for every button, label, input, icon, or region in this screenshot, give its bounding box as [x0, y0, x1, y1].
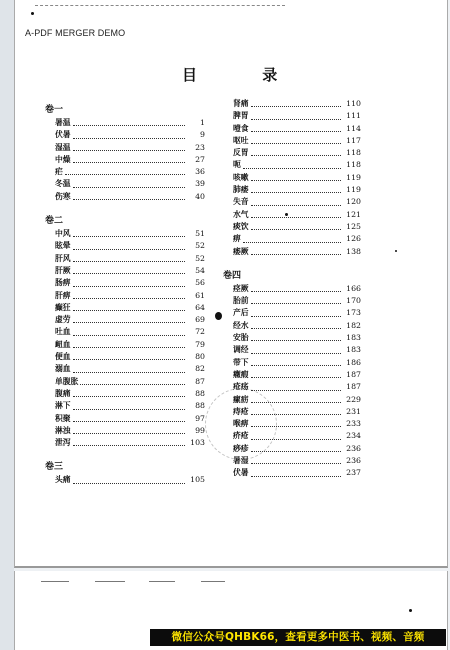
- toc-entry-title: 水气: [233, 209, 249, 219]
- toc-entry-title: 安胎: [233, 333, 249, 343]
- toc-entry-title: 痹: [233, 234, 241, 244]
- toc-entry-title: 积聚: [55, 413, 71, 423]
- dot-leader: [251, 377, 341, 378]
- toc-entry[interactable]: [45, 178, 205, 190]
- toc-entry-title: 肠痹: [55, 278, 71, 288]
- toc-entry[interactable]: [45, 413, 205, 425]
- toc-entry-title: 产后: [233, 308, 249, 318]
- dot-leader: [251, 155, 341, 156]
- toc-entry-title: 失音: [233, 197, 249, 207]
- dot-leader: [251, 328, 341, 329]
- toc-entry[interactable]: [45, 240, 205, 252]
- toc-entry-page: 114: [346, 123, 361, 133]
- toc-entry[interactable]: [223, 221, 361, 233]
- toc-entry[interactable]: [45, 117, 205, 129]
- toc-entry[interactable]: [45, 191, 205, 203]
- dot-leader: [251, 106, 341, 107]
- toc-entry[interactable]: [45, 425, 205, 437]
- toc-entry-page: 9: [200, 130, 205, 140]
- dot-leader: [251, 451, 341, 452]
- dot-leader: [73, 322, 185, 323]
- toc-entry-title: 肺痿: [233, 185, 249, 195]
- toc-entry-title: 肝痹: [55, 290, 71, 300]
- rule-line: [149, 581, 175, 582]
- dot-leader: [73, 261, 185, 262]
- toc-entry[interactable]: [45, 339, 205, 351]
- dot-leader: [73, 483, 185, 484]
- toc-entry-page: 119: [346, 185, 361, 195]
- toc-entry-title: 呃: [233, 160, 241, 170]
- toc-entry-title: 眩晕: [55, 241, 71, 251]
- toc-entry-title: 中风: [55, 229, 71, 239]
- toc-entry-title: 调经: [233, 345, 249, 355]
- dot-leader: [251, 463, 341, 464]
- toc-entry-page: 110: [346, 99, 361, 108]
- ink-speck: [31, 12, 34, 15]
- toc-entry-title: 肝厥: [55, 265, 71, 275]
- toc-entry-page: 88: [195, 401, 205, 411]
- toc-entry-page: 186: [346, 357, 361, 367]
- dot-leader: [80, 384, 185, 385]
- dot-leader: [73, 125, 185, 126]
- dot-leader: [251, 353, 341, 354]
- volume-heading: 卷三: [45, 462, 64, 473]
- dot-leader: [73, 162, 185, 163]
- toc-entry-title: 疮疡: [233, 382, 249, 392]
- toc-entry[interactable]: [223, 233, 361, 245]
- dot-leader: [73, 187, 185, 188]
- toc-entry-page: 182: [346, 320, 361, 330]
- toc-entry[interactable]: [223, 455, 361, 467]
- toc-entry-title: 癫狂: [55, 302, 71, 312]
- toc-entry[interactable]: [45, 228, 205, 240]
- toc-entry[interactable]: [223, 246, 361, 258]
- toc-entry[interactable]: [45, 326, 205, 338]
- toc-entry-title: 癥瘕: [233, 369, 249, 379]
- dot-leader: [73, 409, 185, 410]
- toc-column-left: [45, 102, 205, 487]
- dot-leader: [73, 335, 185, 336]
- toc-entry[interactable]: [45, 400, 205, 412]
- toc-entry-page: 61: [195, 290, 205, 300]
- toc-entry[interactable]: [45, 129, 205, 141]
- toc-entry-page: 183: [346, 345, 361, 355]
- toc-entry-page: 120: [346, 197, 361, 207]
- toc-entry-title: 淋下: [55, 401, 71, 411]
- toc-entry-page: 80: [195, 352, 205, 362]
- dot-leader: [251, 291, 341, 292]
- toc-entry[interactable]: [223, 332, 361, 344]
- dot-leader: [243, 168, 341, 169]
- toc-entry-page: 52: [195, 241, 205, 251]
- toc-entry[interactable]: [45, 363, 205, 375]
- promo-banner: 微信公众号QHBK66，查看更多中医书、视频、音频: [150, 629, 446, 646]
- toc-entry-page: 126: [346, 234, 361, 244]
- dot-leader: [73, 421, 185, 422]
- toc-entry-title: 吐血: [55, 327, 71, 337]
- toc-entry-page: 36: [195, 167, 205, 177]
- toc-entry[interactable]: [223, 406, 361, 418]
- toc-entry-title: 暑温: [55, 118, 71, 127]
- toc-entry-title: 便血: [55, 352, 71, 362]
- toc-entry-title: 肝风: [55, 253, 71, 263]
- toc-entry-page: 39: [195, 179, 205, 189]
- dot-leader: [251, 316, 341, 317]
- toc-entry[interactable]: [45, 142, 205, 154]
- dot-leader: [251, 143, 341, 144]
- toc-entry-page: 170: [346, 296, 361, 306]
- toc-entry-title: 带下: [233, 357, 249, 367]
- toc-entry-title: 头痛: [55, 475, 71, 485]
- toc-entry-page: 40: [195, 191, 205, 201]
- dot-leader: [251, 119, 341, 120]
- toc-entry-page: 69: [195, 315, 205, 325]
- dot-leader: [73, 445, 185, 446]
- toc-entry-title: 暑湿: [233, 456, 249, 466]
- dot-leader: [73, 359, 185, 360]
- toc-entry-page: 183: [346, 333, 361, 343]
- volume-heading: 卷四: [223, 270, 242, 281]
- toc-entry-title: 中燥: [55, 154, 71, 164]
- toc-entry[interactable]: [223, 394, 361, 406]
- toc-entry[interactable]: [223, 147, 361, 159]
- toc-entry[interactable]: [223, 320, 361, 332]
- toc-entry-page: 103: [190, 438, 205, 448]
- toc-entry-title: 痔疮: [233, 406, 249, 416]
- toc-entry[interactable]: [223, 307, 361, 319]
- dot-leader: [73, 372, 185, 373]
- toc-entry-page: 111: [346, 111, 361, 121]
- toc-entry-title: 淋浊: [55, 425, 71, 435]
- toc-entry-title: 瘰疬: [233, 394, 249, 404]
- toc-entry[interactable]: [45, 302, 205, 314]
- toc-entry[interactable]: [223, 369, 361, 381]
- toc-entry[interactable]: [223, 209, 361, 221]
- toc-entry-title: 呕吐: [233, 135, 249, 145]
- toc-entry-page: 119: [346, 172, 361, 182]
- toc-entry-title: 痰饮: [233, 221, 249, 231]
- toc-entry[interactable]: [45, 154, 205, 166]
- toc-entry-page: 233: [346, 419, 361, 429]
- dot-leader: [73, 199, 185, 200]
- toc-entry-page: 118: [346, 160, 361, 170]
- volume-heading: 卷一: [45, 105, 64, 115]
- dot-leader: [73, 286, 185, 287]
- toc-entry-page: 187: [346, 369, 361, 379]
- toc-entry-title: 腹痛: [55, 388, 71, 398]
- toc-entry-title: 泄泻: [55, 438, 71, 448]
- volume-heading: 卷二: [45, 216, 64, 227]
- toc-entry[interactable]: [223, 418, 361, 430]
- toc-entry[interactable]: [223, 123, 361, 135]
- toc-entry-page: 27: [195, 154, 205, 164]
- toc-entry-page: 237: [346, 468, 361, 478]
- toc-entry-title: 痿厥: [233, 246, 249, 256]
- toc-entry[interactable]: [45, 265, 205, 277]
- ink-speck: [215, 312, 222, 320]
- dot-leader: [251, 426, 341, 427]
- page-title: 目 录: [182, 66, 308, 84]
- dot-leader: [251, 131, 341, 132]
- toc-entry-title: 疥疮: [233, 431, 249, 441]
- toc-entry-page: 117: [346, 135, 361, 145]
- toc-entry-page: 236: [346, 456, 361, 466]
- toc-entry-page: 97: [195, 413, 205, 423]
- dot-leader: [243, 242, 341, 243]
- toc-entry-title: 痧疹: [233, 443, 249, 453]
- toc-entry[interactable]: [223, 184, 361, 196]
- toc-entry[interactable]: [223, 196, 361, 208]
- toc-entry-title: 虚劳: [55, 315, 71, 325]
- toc-entry[interactable]: [223, 430, 361, 442]
- toc-entry[interactable]: [45, 277, 205, 289]
- toc-entry[interactable]: [223, 98, 361, 110]
- toc-entry-page: 87: [195, 376, 205, 386]
- toc-entry-title: 冬温: [55, 179, 71, 189]
- rule-line: [201, 581, 225, 582]
- toc-entry[interactable]: [45, 290, 205, 302]
- toc-entry-page: 1: [200, 118, 205, 127]
- toc-entry[interactable]: [45, 437, 205, 449]
- toc-entry-page: 138: [346, 246, 361, 256]
- toc-entry-page: 187: [346, 382, 361, 392]
- toc-entry[interactable]: [223, 159, 361, 171]
- toc-column-right: [223, 98, 361, 480]
- toc-entry-page: 56: [195, 278, 205, 288]
- dot-leader: [251, 303, 341, 304]
- toc-entry-title: 肾痛: [233, 99, 249, 108]
- dot-leader: [251, 229, 341, 230]
- toc-entry-page: 105: [190, 475, 205, 485]
- toc-entry-page: 54: [195, 265, 205, 275]
- toc-entry-title: 反胃: [233, 148, 249, 158]
- toc-entry-title: 胎前: [233, 296, 249, 306]
- toc-entry-page: 72: [195, 327, 205, 337]
- viewer-left-strip: [0, 0, 14, 650]
- dot-leader: [251, 254, 341, 255]
- toc-entry[interactable]: [223, 344, 361, 356]
- page-top-dashes: [35, 5, 285, 6]
- toc-entry-page: 99: [195, 425, 205, 435]
- dot-leader: [251, 180, 341, 181]
- toc-entry-title: 经水: [233, 320, 249, 330]
- toc-entry-title: 溺血: [55, 364, 71, 374]
- dot-leader: [73, 236, 185, 237]
- watermark-label: A-PDF MERGER DEMO: [25, 28, 126, 38]
- toc-entry-title: 痉厥: [233, 283, 249, 293]
- toc-entry-page: 118: [346, 148, 361, 158]
- toc-entry-page: 234: [346, 431, 361, 441]
- ink-speck: [395, 250, 397, 252]
- toc-entry[interactable]: [45, 376, 205, 388]
- toc-entry-page: 64: [195, 302, 205, 312]
- toc-entry-title: 伏暑: [55, 130, 71, 140]
- toc-entry-page: 82: [195, 364, 205, 374]
- dot-leader: [73, 150, 185, 151]
- toc-entry[interactable]: [223, 357, 361, 369]
- toc-entry-title: 单腹胀: [55, 376, 79, 386]
- toc-entry-title: 伤寒: [55, 191, 71, 201]
- toc-entry[interactable]: [223, 295, 361, 307]
- dot-leader: [73, 310, 185, 311]
- toc-entry[interactable]: [223, 283, 361, 295]
- toc-entry[interactable]: [45, 474, 205, 486]
- toc-entry-title: 衄血: [55, 339, 71, 349]
- toc-entry-page: 121: [346, 209, 361, 219]
- toc-entry[interactable]: [45, 253, 205, 265]
- dot-leader: [65, 174, 185, 175]
- toc-entry[interactable]: [223, 135, 361, 147]
- rule-line: [41, 581, 69, 582]
- dot-leader: [251, 205, 341, 206]
- toc-entry-page: 51: [195, 229, 205, 239]
- toc-entry-page: 88: [195, 388, 205, 398]
- toc-entry[interactable]: [223, 110, 361, 122]
- toc-entry[interactable]: [45, 314, 205, 326]
- dot-leader: [73, 396, 185, 397]
- dot-leader: [73, 249, 185, 250]
- dot-leader: [251, 365, 341, 366]
- toc-entry-title: 噎食: [233, 123, 249, 133]
- dot-leader: [73, 138, 185, 139]
- toc-entry[interactable]: [223, 467, 361, 479]
- toc-entry-page: 125: [346, 221, 361, 231]
- dot-leader: [251, 402, 341, 403]
- toc-entry-page: 23: [195, 142, 205, 152]
- dot-leader: [73, 347, 185, 348]
- dot-leader: [251, 439, 341, 440]
- toc-entry-page: 231: [346, 406, 361, 416]
- dot-leader: [251, 414, 341, 415]
- toc-entry-title: 疟: [55, 167, 63, 177]
- toc-entry[interactable]: [45, 166, 205, 178]
- dot-leader: [73, 273, 185, 274]
- dot-leader: [251, 217, 341, 218]
- dot-leader: [73, 433, 185, 434]
- toc-entry-page: 79: [195, 339, 205, 349]
- toc-entry-title: 伏暑: [233, 468, 249, 478]
- dot-leader: [251, 192, 341, 193]
- toc-entry-title: 咳嗽: [233, 172, 249, 182]
- toc-entry[interactable]: [45, 388, 205, 400]
- toc-entry-page: 52: [195, 253, 205, 263]
- dot-leader: [73, 298, 185, 299]
- ink-speck: [409, 609, 412, 612]
- toc-entry[interactable]: [223, 443, 361, 455]
- toc-entry-page: 173: [346, 308, 361, 318]
- toc-entry[interactable]: [223, 381, 361, 393]
- dot-leader: [251, 476, 341, 477]
- toc-entry-title: 脾胃: [233, 111, 249, 121]
- toc-entry-page: 236: [346, 443, 361, 453]
- toc-entry[interactable]: [223, 172, 361, 184]
- pdf-page: [14, 0, 448, 568]
- toc-entry[interactable]: [45, 351, 205, 363]
- toc-entry-page: 229: [346, 394, 361, 404]
- toc-entry-title: 湿温: [55, 142, 71, 152]
- toc-entry-title: 喉痹: [233, 419, 249, 429]
- rule-line: [95, 581, 125, 582]
- toc-entry-page: 166: [346, 283, 361, 293]
- dot-leader: [251, 340, 341, 341]
- dot-leader: [251, 390, 341, 391]
